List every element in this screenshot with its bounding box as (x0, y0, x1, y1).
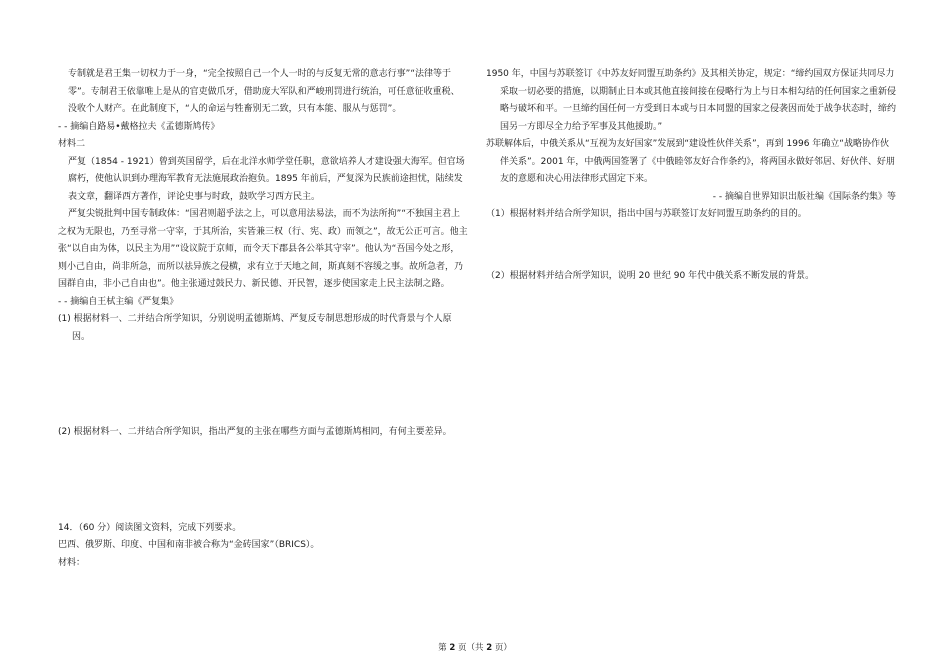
right-question-2: （2）根据材料并结合所学知识，说明 20 世纪 90 年代中俄关系不断发展的背景。 (486, 270, 815, 281)
right-column (486, 66, 896, 285)
left-column (58, 66, 468, 572)
sino-russian-relations-text: 苏联解体后，中俄关系从“互视为友好国家”发展到“建设性伙伴关系”，再到 1996 年确立“战略协作伙伴关系”。2001 年，中俄两国签署了《中俄睦邻友好合作条约》，将两国永做好邻居、好伙伴、好朋友的意愿和决心用法律形式固定下来。 (486, 139, 895, 184)
material-two-para-1: 严复（1854 - 1921）曾到英国留学，后在北洋水师学堂任职，意欲培养人才建设强大海军。但官场腐朽，使他认识到办理海军教育无法施展政治抱负。1895 年前后，严复深为民族前途担忧，陆续发表文章，翻译西方著作，评论史事与时政，鼓吹学习西方民主。 (68, 156, 465, 202)
source-citation-2: - - 摘编自王栻主编《严复集》 (58, 296, 179, 307)
material-two-heading: 材料二 (58, 139, 86, 149)
material-label: 材料： (58, 557, 86, 568)
right-question-1: （1）根据材料并结合所学知识，指出中国与苏联签订友好同盟互助条约的目的。 (486, 209, 807, 219)
current-page: 2 (449, 643, 456, 653)
question-1: (1) 根据材料一、二并结合所学知识，分别说明孟德斯鸠、严复反专制思想形成的时代背景与个人原因。 (58, 314, 452, 342)
answer-space-3 (486, 224, 896, 268)
source-citation-1: - - 摘编自路易•戴格拉夫《孟德斯鸠传》 (58, 121, 220, 132)
answer-space-2 (58, 442, 468, 520)
question-2: (2) 根据材料一、二并结合所学知识，指出严复的主张在哪些方面与孟德斯鸠相同，有何主要差异。 (58, 427, 452, 437)
material-two-para-2: 严复尖锐批判中国专制政体：“国君则超乎法之上，可以意用法易法，而不为法所拘”“不独国主君上之权为无限也，乃至寻常一守宰，于其所治，实皆兼三权（行、宪、政）而领之”，故无公正可言。他主张“以自由为体，以民主为用”“设议院于京师，而令天下郡县各公举其守宰”。他认为“吾国今处之形，则小己自由，尚非所急，而所以祛异族之侵横，求有立于天地之间，斯真刻不容缓之事。故所急者，乃国群自由，非小己自由也”。他主张通过鼓民力、新民德、开民智，逐步使国家走上民主法制之路。 (58, 209, 468, 289)
page-footer: 第 2 页（共 2 页） (438, 643, 512, 653)
material-one-text: 专制就是君王集一切权力于一身，“完全按照自己一个人一时的与反复无常的意志行事”“法律等于零”。专制君王依靠唯上是从的官吏做爪牙，借助庞大军队和严峻刑罚进行统治，可任意征收重税、没收个人财产。在此制度下，“人的命运与牲畜别无二致，只有本能、服从与惩罚”。 (68, 69, 460, 114)
answer-space-1 (58, 346, 468, 424)
source-citation-3: - - 摘编自世界知识出版社编《国际条约集》等 (712, 191, 896, 202)
total-pages: 2 (486, 643, 493, 653)
question-14-heading: 14．（60 分）阅读图文资料，完成下列要求。 (58, 522, 242, 533)
brics-intro: 巴西、俄罗斯、印度、中国和南非被合称为“金砖国家”（BRICS）。 (58, 540, 320, 550)
treaty-1950-text: 1950 年，中国与苏联签订《中苏友好同盟互助条约》及其相关协定，规定：“缔约国双方保证共同尽力采取一切必要的措施，以期制止日本或其他直接间接在侵略行为上与日本相勾结的任何国家之重新侵略与破坏和平。一旦缔约国任何一方受到日本或与日本同盟的国家之侵袭因而处于战争状态时，缔约国另一方即尽全力给予军事及其他援助。” (486, 69, 897, 132)
